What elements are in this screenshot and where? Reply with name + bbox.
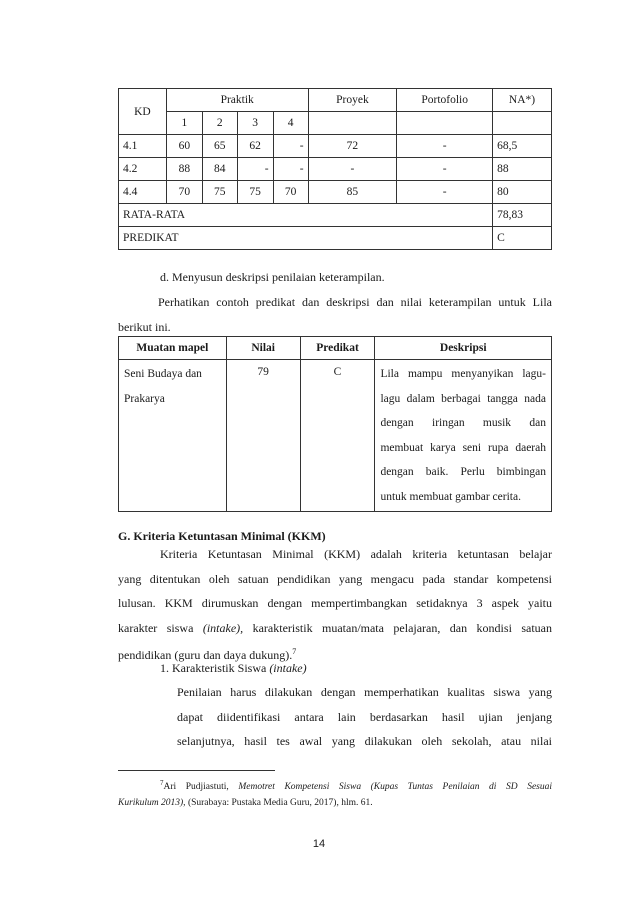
footnote-divider	[118, 770, 275, 771]
rata-rata-label: RATA-RATA	[119, 204, 493, 227]
table-cell: -	[397, 158, 493, 181]
rata-rata-value: 78,83	[493, 204, 552, 227]
sub-header: 4	[273, 112, 308, 135]
item1-paragraph	[177, 680, 552, 754]
item-1	[160, 661, 307, 676]
table-cell: -	[237, 158, 273, 181]
sub-header: 3	[237, 112, 273, 135]
intro-paragraph	[118, 290, 552, 339]
table-cell: -	[308, 158, 397, 181]
footnote-number: 7	[160, 779, 164, 787]
empty-cell	[397, 112, 493, 135]
predikat-value: C	[493, 227, 552, 250]
predikat-row	[119, 227, 552, 250]
table-row	[119, 135, 552, 158]
table-header-row	[119, 89, 552, 112]
text-run-italic: Kurikulum 2013),	[118, 797, 186, 808]
kkm-paragraph	[118, 542, 552, 668]
description-table	[118, 336, 552, 512]
predikat-label: PREDIKAT	[119, 227, 493, 250]
header-deskripsi: Deskripsi	[375, 337, 552, 360]
empty-cell	[493, 112, 552, 135]
text-line: lulusan. KKM dirumuskan dengan mempertimbangkan setidaknya 3 aspek yaitu	[118, 596, 552, 610]
table-header-row	[119, 337, 552, 360]
text-line: Seni Budaya dan	[124, 368, 202, 380]
table-cell: 4.2	[119, 158, 167, 181]
table-row	[119, 158, 552, 181]
header-praktik: Praktik	[166, 89, 308, 112]
text-line: lagu dalam berbagai tangga nada	[380, 392, 546, 405]
table-cell: 88	[166, 158, 202, 181]
table-cell: 68,5	[493, 135, 552, 158]
text-run-italic: Memotret Kompetensi Siswa (Kupas Tuntas Penilaian di SD Sesuai	[238, 782, 552, 793]
header-proyek: Proyek	[308, 89, 397, 112]
table-cell: 4.1	[119, 135, 167, 158]
table-subheader-row	[119, 112, 552, 135]
table-cell: 88	[493, 158, 552, 181]
text-run: (Surabaya: Pustaka Media Guru, 2017), hlm. 61.	[185, 797, 373, 808]
table-cell: -	[273, 158, 308, 181]
page-number: 14	[312, 838, 326, 850]
table-cell: -	[397, 135, 493, 158]
text-run-italic: (intake)	[269, 661, 307, 675]
header-nilai: Nilai	[226, 337, 300, 360]
text-line: berikut ini.	[118, 319, 171, 334]
deskripsi-cell	[375, 360, 552, 512]
table-cell: 62	[237, 135, 273, 158]
text-line	[118, 776, 552, 796]
table-cell: 80	[493, 181, 552, 204]
header-predikat: Predikat	[300, 337, 375, 360]
table-cell: 85	[308, 181, 397, 204]
table-row	[119, 360, 552, 512]
header-portofolio: Portofolio	[397, 89, 493, 112]
table-cell: 75	[202, 181, 237, 204]
rata-rata-row	[119, 204, 552, 227]
nilai-cell: 79	[226, 360, 300, 512]
mapel-cell	[119, 360, 227, 512]
text-line: Lila mampu menyanyikan lagu-	[380, 368, 546, 380]
table-cell: 70	[273, 181, 308, 204]
text-run: 1. Karakteristik Siswa	[160, 661, 270, 675]
text-line: yang ditentukan oleh satuan pendidikan yang mengacu pada standar kompetensi	[118, 571, 552, 586]
text-line: dengan baik. Perlu bimbingan	[380, 466, 546, 478]
table-cell: -	[273, 135, 308, 158]
text-line: Perhatikan contoh predikat dan deskripsi dan nilai keterampilan untuk Lila	[158, 295, 552, 309]
header-na: NA*)	[493, 89, 552, 112]
text-run-italic: (intake),	[202, 620, 244, 635]
text-line: Kriteria Ketuntasan Minimal (KKM) adalah kriteria ketuntasan belajar	[160, 547, 552, 561]
sub-header: 2	[202, 112, 237, 135]
text-run: Ari Pudjiastuti,	[163, 782, 239, 793]
header-muatan: Muatan mapel	[119, 337, 227, 360]
text-line: dengan iringan musik dan	[380, 417, 546, 429]
text-line: dapat diidentifikasi antara lain berdasarkan hasil ujian jenjang	[177, 709, 552, 724]
table-cell: 75	[237, 181, 273, 204]
text-line	[118, 616, 552, 641]
text-run: pendidikan (guru dan daya dukung).	[118, 648, 293, 662]
text-line: untuk membuat gambar cerita.	[380, 490, 521, 503]
footnote-ref: 7	[292, 647, 297, 656]
table-cell: 60	[166, 135, 202, 158]
text-run: karakter siswa	[118, 620, 203, 635]
table-cell: 65	[202, 135, 237, 158]
footnote	[118, 776, 552, 811]
table-row	[119, 181, 552, 204]
section-heading: G. Kriteria Ketuntasan Minimal (KKM)	[118, 529, 326, 543]
table-cell: 72	[308, 135, 397, 158]
table-cell: 84	[202, 158, 237, 181]
text-line: membuat karya seni rupa daerah	[380, 441, 546, 454]
text-line: selanjutnya, hasil tes awal yang dilakukan oleh sekolah, atau nilai	[177, 734, 552, 748]
header-kd: KD	[119, 89, 167, 135]
grades-table	[118, 88, 552, 250]
predikat-cell: C	[300, 360, 375, 512]
empty-cell	[308, 112, 397, 135]
table-cell: 70	[166, 181, 202, 204]
text-line: Penilaian harus dilakukan dengan memperhatikan kualitas siswa yang	[177, 685, 552, 699]
text-line	[118, 796, 552, 812]
table-cell: 4.4	[119, 181, 167, 204]
table-cell: -	[397, 181, 493, 204]
text-run: karakteristik muatan/mata pelajaran, dan kondisi satuan	[243, 620, 552, 635]
sub-header: 1	[166, 112, 202, 135]
item-d: d. Menyusun deskripsi penilaian keterampilan.	[160, 270, 385, 284]
text-line: Prakarya	[124, 392, 165, 405]
